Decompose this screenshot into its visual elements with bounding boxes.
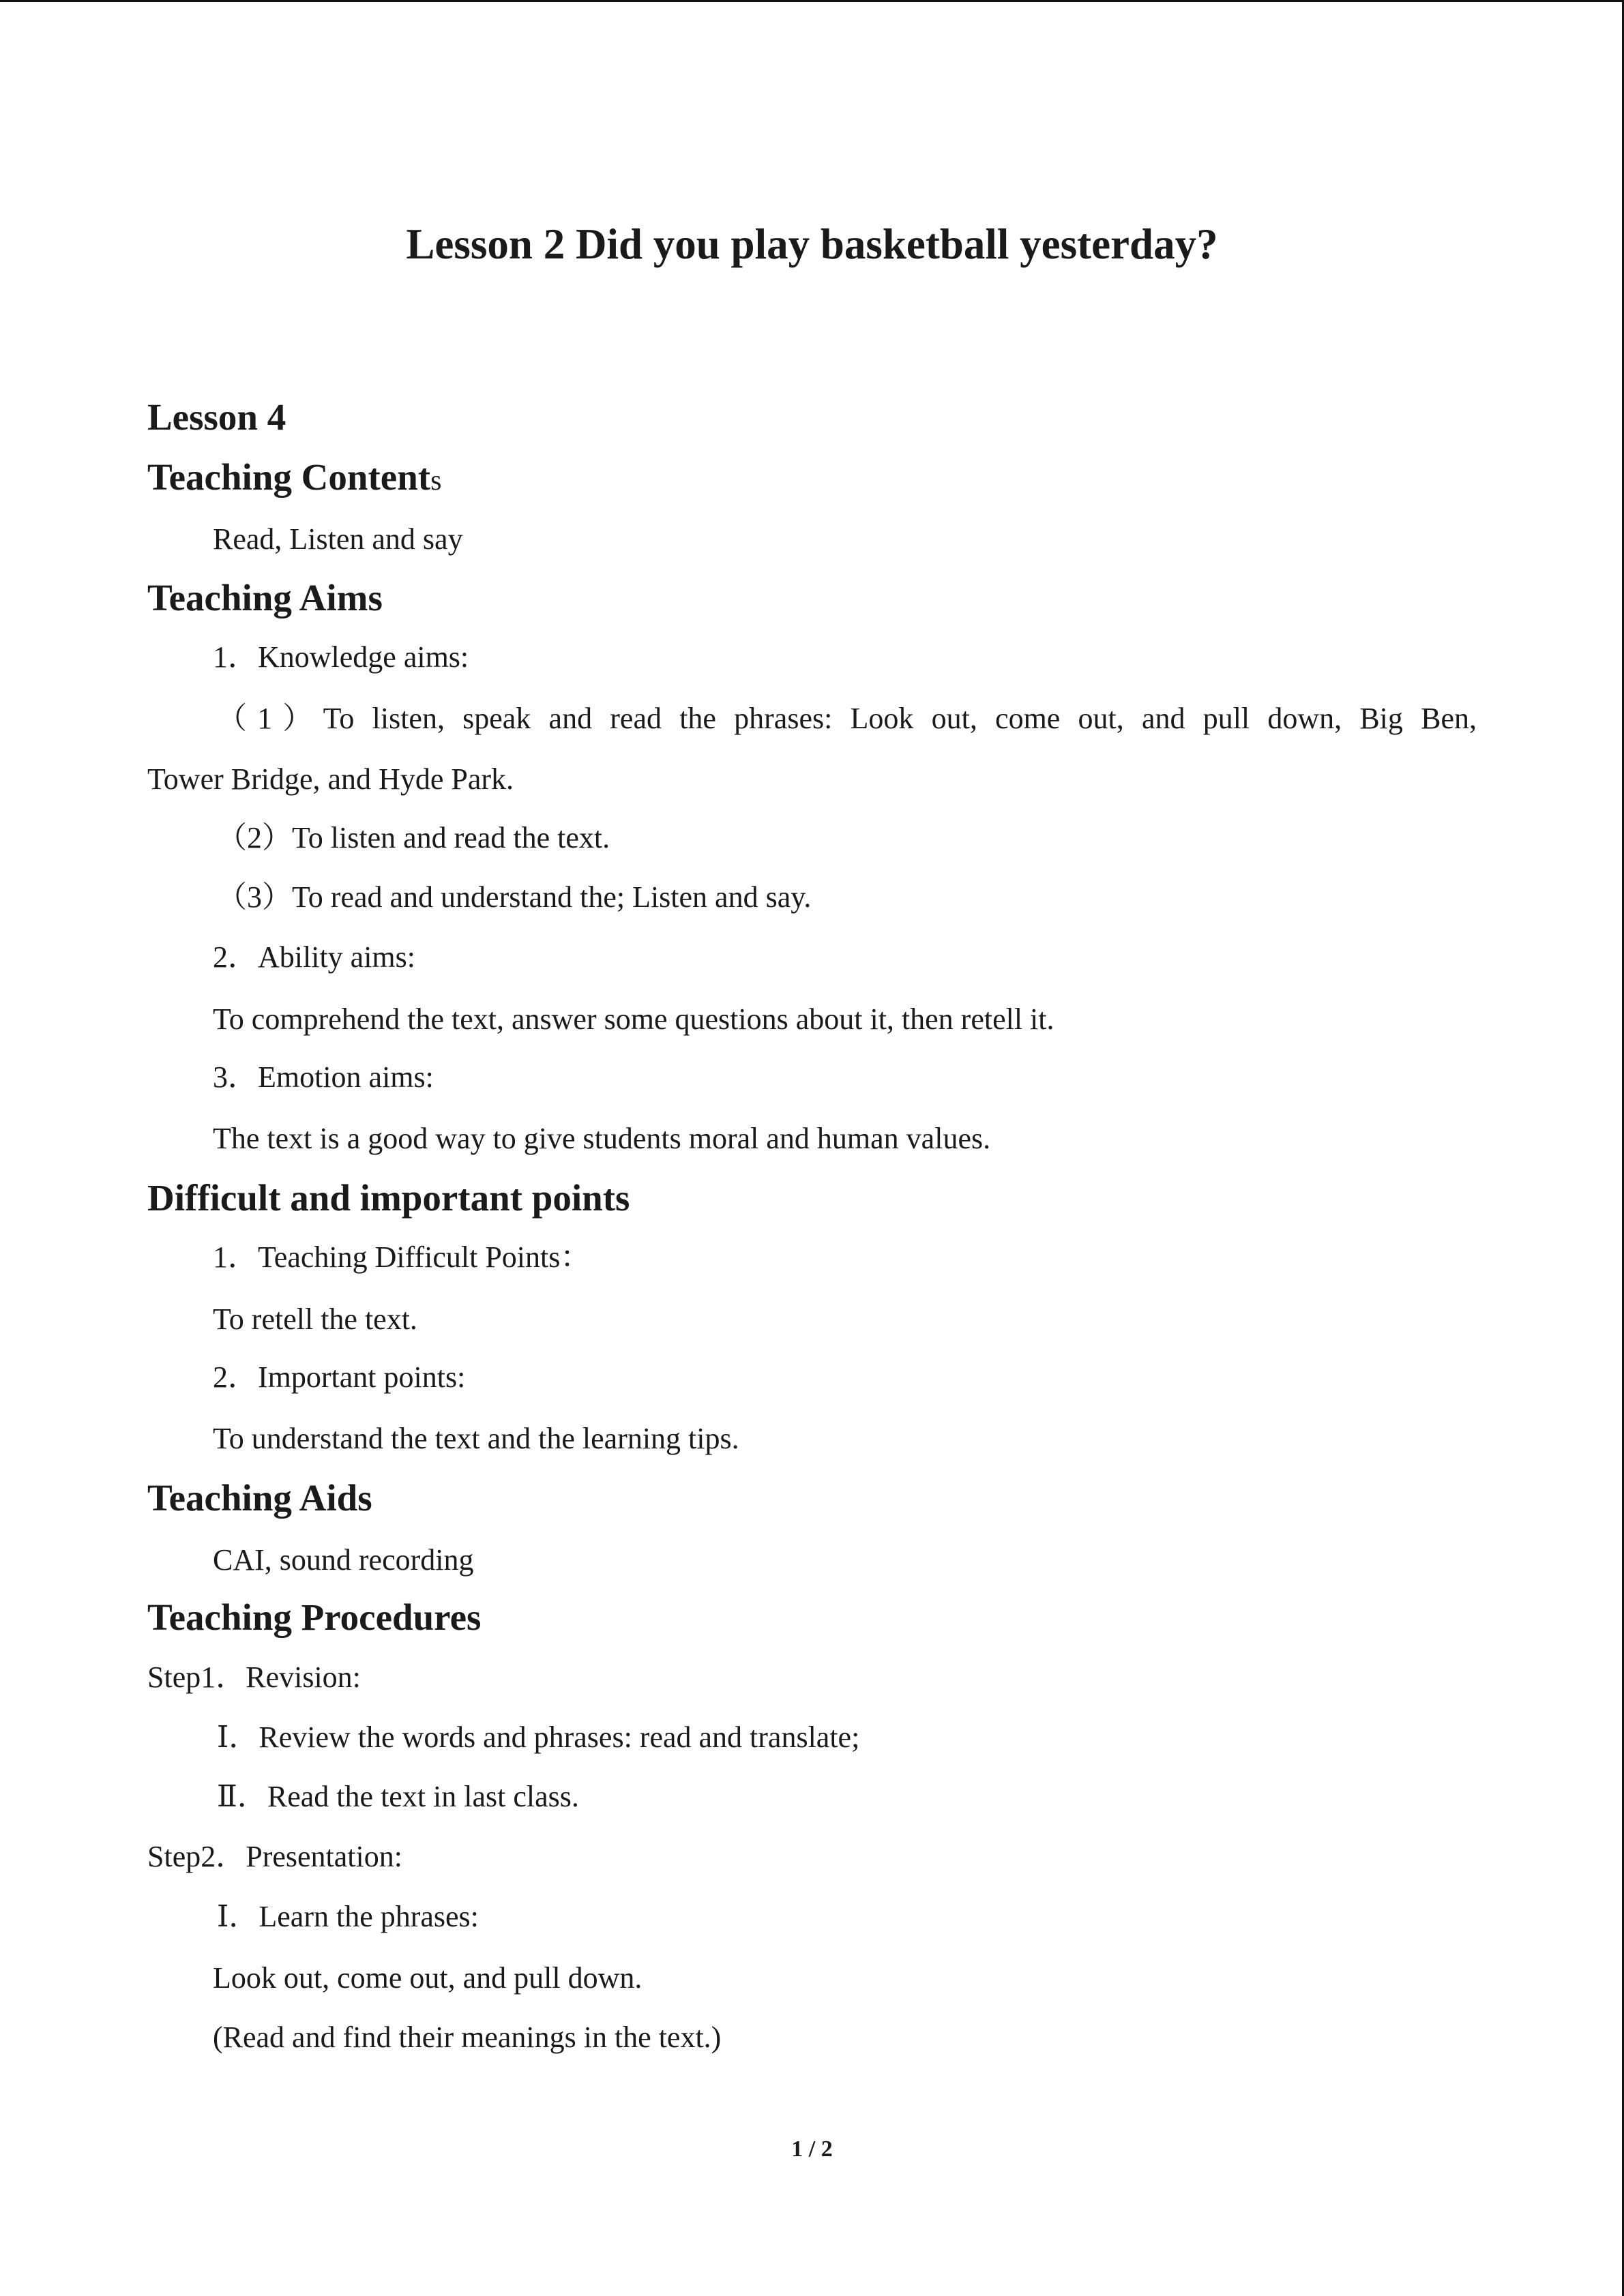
emotion-aims-text: The text is a good way to give students moral and human values. (213, 1122, 991, 1155)
important-points-label: 2．Important points: (213, 1360, 466, 1394)
procedures-heading: Teaching Procedures (147, 1596, 482, 1638)
step1-item-1: Ⅰ．Review the words and phrases: read and translate; (217, 1720, 860, 1754)
page-border-top (0, 0, 1624, 2)
lesson-heading: Lesson 4 (147, 396, 286, 438)
contents-text: Read, Listen and say (213, 522, 463, 556)
step2-phrases: Look out, come out, and pull down. (213, 1961, 643, 1995)
ability-aims-text: To comprehend the text, answer some questions about it, then retell it. (213, 1002, 1054, 1036)
ability-aims-label: 2．Ability aims: (213, 940, 415, 974)
step2-note: (Read and find their meanings in the text.) (213, 2021, 722, 2054)
knowledge-aim-3: （3）To read and understand the; Listen and say. (217, 880, 812, 914)
knowledge-aim-1-line-1: （1）To listen, speak and read the phrases: Look out, come out, and pull down, Big Ben, (217, 702, 1477, 735)
emotion-aims-label: 3．Emotion aims: (213, 1060, 434, 1094)
contents-heading-main: Teaching Content (147, 456, 431, 498)
knowledge-aim-1-line-2: Tower Bridge, and Hyde Park. (147, 762, 514, 796)
difficult-points-text: To retell the text. (213, 1302, 417, 1336)
step1-label: Step1．Revision: (147, 1660, 361, 1694)
page-number: 1 / 2 (791, 2136, 833, 2162)
aids-text: CAI, sound recording (213, 1543, 474, 1577)
step2-label: Step2．Presentation: (147, 1840, 402, 1873)
difficult-points-label: 1．Teaching Difficult Points： (213, 1240, 591, 1274)
document-title: Lesson 2 Did you play basketball yesterday? (406, 220, 1218, 268)
knowledge-aim-2: （2）To listen and read the text. (217, 821, 610, 854)
aids-heading: Teaching Aids (147, 1477, 372, 1519)
step2-item-1: Ⅰ．Learn the phrases: (217, 1900, 479, 1933)
important-points-text: To understand the text and the learning tips. (213, 1422, 739, 1455)
contents-heading-tail: s (430, 465, 442, 496)
contents-heading (147, 453, 441, 505)
points-heading: Difficult and important points (147, 1177, 630, 1219)
knowledge-aims-label: 1．Knowledge aims: (213, 640, 469, 674)
step1-item-2: Ⅱ．Read the text in last class. (217, 1780, 579, 1813)
aims-heading: Teaching Aims (147, 577, 383, 618)
